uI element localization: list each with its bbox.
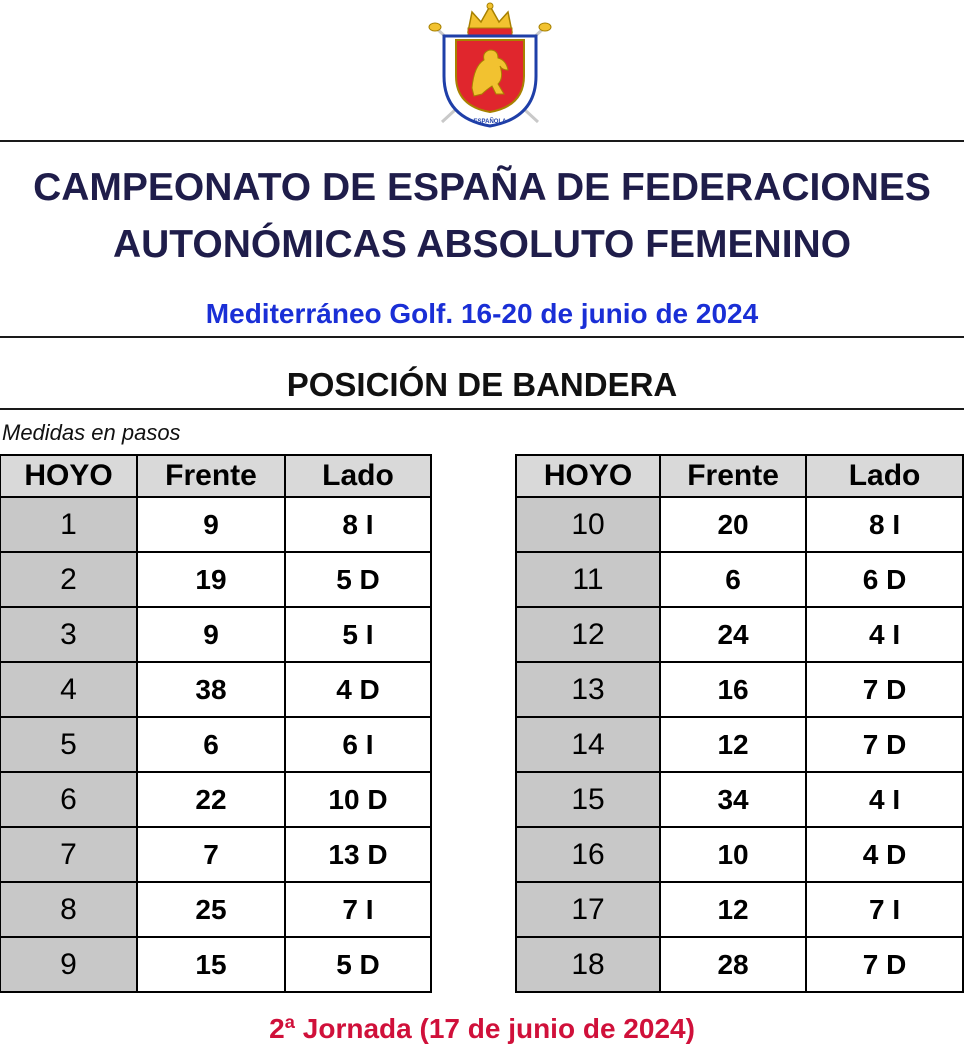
hole-cell: 3 — [0, 607, 137, 662]
front-cell: 6 — [137, 717, 285, 772]
side-cell: 4 I — [806, 607, 963, 662]
front-cell: 19 — [137, 552, 285, 607]
hole-cell: 10 — [516, 497, 660, 552]
section-title: POSICIÓN DE BANDERA — [286, 366, 678, 403]
hole-cell: 12 — [516, 607, 660, 662]
front-cell: 12 — [660, 717, 806, 772]
units-note: Medidas en pasos — [2, 420, 181, 445]
hole-cell: 16 — [516, 827, 660, 882]
column-header-side: Lado — [806, 455, 963, 497]
table-row — [516, 662, 963, 717]
side-cell: 8 I — [285, 497, 431, 552]
hole-cell: 5 — [0, 717, 137, 772]
table-row — [0, 772, 431, 827]
table-row — [0, 607, 431, 662]
side-cell: 5 I — [285, 607, 431, 662]
hole-cell: 7 — [0, 827, 137, 882]
table-row — [516, 497, 963, 552]
hole-cell: 8 — [0, 882, 137, 937]
side-cell: 7 D — [806, 662, 963, 717]
side-cell: 6 I — [285, 717, 431, 772]
hole-cell: 11 — [516, 552, 660, 607]
top-divider — [0, 140, 964, 142]
side-cell: 5 D — [285, 937, 431, 992]
hole-cell: 18 — [516, 937, 660, 992]
table-row — [0, 497, 431, 552]
front-cell: 16 — [660, 662, 806, 717]
federation-logo — [426, 0, 554, 130]
front-cell: 9 — [137, 497, 285, 552]
hole-cell: 4 — [0, 662, 137, 717]
hole-cell: 15 — [516, 772, 660, 827]
side-cell: 5 D — [285, 552, 431, 607]
hole-cell: 14 — [516, 717, 660, 772]
table-row — [0, 717, 431, 772]
table-row — [0, 662, 431, 717]
side-cell: 10 D — [285, 772, 431, 827]
front-cell: 9 — [137, 607, 285, 662]
front-cell: 28 — [660, 937, 806, 992]
hole-cell: 17 — [516, 882, 660, 937]
table-row — [516, 552, 963, 607]
table-header-row — [516, 455, 963, 497]
championship-title-line1: CAMPEONATO DE ESPAÑA DE FEDERACIONES — [33, 166, 931, 209]
side-cell: 7 D — [806, 937, 963, 992]
side-cell: 4 D — [806, 827, 963, 882]
side-cell: 4 D — [285, 662, 431, 717]
column-header-hole: HOYO — [0, 455, 137, 497]
side-cell: 13 D — [285, 827, 431, 882]
table-header-row — [0, 455, 431, 497]
table-row — [0, 827, 431, 882]
front-nine-table — [0, 454, 432, 993]
front-cell: 38 — [137, 662, 285, 717]
column-header-front: Frente — [137, 455, 285, 497]
side-cell: 7 I — [806, 882, 963, 937]
front-cell: 20 — [660, 497, 806, 552]
round-label: 2ª Jornada (17 de junio de 2024) — [269, 1013, 695, 1044]
hole-cell: 9 — [0, 937, 137, 992]
subtitle-divider — [0, 336, 964, 338]
side-cell: 7 D — [806, 717, 963, 772]
front-cell: 24 — [660, 607, 806, 662]
side-cell: 4 I — [806, 772, 963, 827]
side-cell: 8 I — [806, 497, 963, 552]
svg-text:ESPAÑOLA: ESPAÑOLA — [473, 119, 507, 125]
front-cell: 22 — [137, 772, 285, 827]
front-cell: 15 — [137, 937, 285, 992]
front-cell: 7 — [137, 827, 285, 882]
front-cell: 10 — [660, 827, 806, 882]
section-divider — [0, 408, 964, 410]
front-cell: 12 — [660, 882, 806, 937]
table-row — [516, 827, 963, 882]
table-row — [0, 937, 431, 992]
column-header-hole: HOYO — [516, 455, 660, 497]
back-nine-table — [515, 454, 964, 993]
table-row — [516, 717, 963, 772]
front-cell: 6 — [660, 552, 806, 607]
hole-cell: 1 — [0, 497, 137, 552]
hole-cell: 2 — [0, 552, 137, 607]
column-header-side: Lado — [285, 455, 431, 497]
front-cell: 25 — [137, 882, 285, 937]
table-row — [0, 552, 431, 607]
table-row — [516, 937, 963, 992]
venue-dates: Mediterráneo Golf. 16-20 de junio de 2024 — [205, 298, 759, 329]
table-row — [516, 607, 963, 662]
column-header-front: Frente — [660, 455, 806, 497]
championship-title-line2: AUTONÓMICAS ABSOLUTO FEMENINO — [112, 223, 852, 266]
hole-cell: 13 — [516, 662, 660, 717]
side-cell: 7 I — [285, 882, 431, 937]
table-row — [0, 882, 431, 937]
side-cell: 6 D — [806, 552, 963, 607]
table-row — [516, 882, 963, 937]
table-row — [516, 772, 963, 827]
front-cell: 34 — [660, 772, 806, 827]
hole-cell: 6 — [0, 772, 137, 827]
